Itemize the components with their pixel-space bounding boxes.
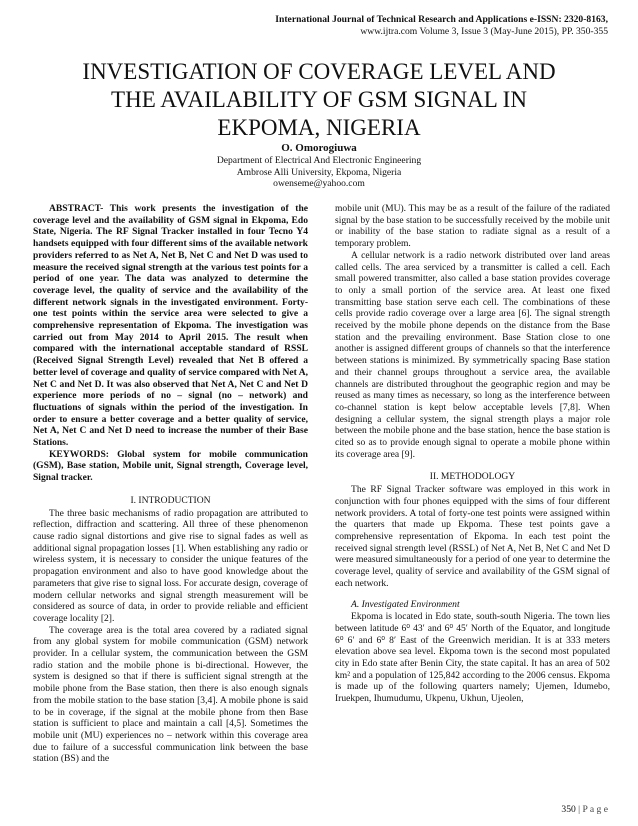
method-paragraph-1: The RF Signal Tracker software was employed in this work in conjunction with four phones equipped with the sims of four different network providers. A total of forty-one test points were assigned within the quarters that made up Ekpoma. These test points gave a comprehensive representation of Ekpoma. In each test point the received signal strength level (RSSL) of Net A, Net B, Net C and Net D were measured simultaneously for a period of one year to determine the coverage level, quality of service and availability of the GSM signal of each network. (335, 484, 610, 589)
university: Ambrose Alli University, Ekpoma, Nigeria (236, 166, 402, 178)
paper-title (20, 58, 618, 142)
intro-paragraph-2-continued: mobile unit (MU). This may be as a result of the failure of the radiated signal by the base station to be successfully received by the mobile unit or inability of the base station to radiate signal as a result of a temporary problem. (335, 203, 610, 250)
section-heading-methodology: II. METHODOLOGY (429, 471, 516, 483)
page-footer (561, 804, 608, 815)
intro-paragraph-1: The three basic mechanisms of radio propagation are attributed to reflection, diffraction and scattering. All three of these phenomenon cause radio signal distortions and give rise to signal fades as well as additional signal propagation losses [1]. When establishing any radio or wireless system, it is necessary to consider the unique features of the propagation environment and also to have good knowledge about the parameters that give rise to signal loss. For accurate design, coverage of modern cellular networks and signal strength measurement will be considered as source of data, in order to provide reliable and efficient coverage locality [2]. (33, 507, 308, 624)
intro-paragraph-2: The coverage area is the total area covered by a radiated signal from any global system for mobile communication (GSM) network provider. In a cellular system, the communication between the GSM radio station and the mobile phone is bi-directional. However, the system is designed so that if there is sufficient signal strength at the mobile phone from the Base station, then there is also enough signals from the mobile station to the base station [3,4]. A mobile phone is said to be in coverage, if the signal at the mobile phone from then Base station is sufficient to place and maintain a call [4,5]. Sometimes the mobile unit (MU) experiences no – network within this coverage area due to failure of a successful communication link between the base station (BS) and the (33, 624, 308, 765)
left-column (33, 203, 308, 765)
page-number: 350 (561, 804, 576, 815)
section-heading-introduction: I. INTRODUCTION (130, 494, 211, 506)
abstract: ABSTRACT- This work presents the investigation of the coverage level and the availability of GSM signal in Ekpoma, Edo State, Nigeria. The RF Signal Tracker installed in four Tecno Y4 handsets equipped with four different sims of the available network providers referred to as Net A, Net B, Net C and Net D was used to measure the received signal strength at the various test points for a period of one year. The data was analyzed to determine the coverage level, the quality of service and the availability of the different network signals in the investigated environment. Forty- one test points within the service area were selected to give a comprehensive representation of Ekpoma. The investigation was carried out from May 2014 to April 2015. The result when compared with the international acceptable standard of RSSL (Received Signal Strength Level) revealed that Net B offered a better level of coverage and quality of service compared with Net A, Net C and Net D. It was also observed that Net A, Net C and Net D experience more periods of no – signal (no – network) and fluctuations of signals within the period of the investigation. In order to ensure a better coverage and a better quality of service, Net A, Net C and Net D need to increase the number of their Base Stations. (33, 203, 308, 449)
author-name: O. Omorogiuwa (281, 142, 357, 154)
title-line-1: INVESTIGATION OF COVERAGE LEVEL AND (82, 59, 556, 84)
subsection-heading-environment: A. Investigated Environment (351, 598, 460, 610)
department: Department of Electrical And Electronic Engineering (216, 155, 422, 166)
title-line-3: EKPOMA, NIGERIA (217, 115, 421, 140)
author-affiliation (0, 155, 638, 190)
journal-line: International Journal of Technical Research and Applications e-ISSN: 2320-8163, (275, 14, 608, 25)
running-header (275, 14, 608, 38)
issue-line: www.ijtra.com Volume 3, Issue 3 (May-June 2015), PP. 350-355 (360, 26, 608, 37)
right-column (335, 203, 610, 705)
environment-paragraph: Ekpoma is located in Edo state, south-south Nigeria. The town lies between latitude 6⁰ 43′ and 6⁰ 45′ North of the Equator, and longitude 6⁰ 6′ and 6⁰ 8′ East of the Greenwich meridian. It is at 333 meters elevation above sea level. Ekpoma town is the second most populated city in Edo state after Benin City, the state capital. It has an area of 502 km² and a population of 125,842 according to the 2006 census. Ekpoma is made up of the following quarters namely; Ujemen, Idumebo, Iruekpen, Ihumudumu, Ukpenu, Ukhun, Ujeolen, (335, 611, 610, 705)
page-label: | P a g e (575, 804, 608, 815)
keywords: KEYWORDS: Global system for mobile communication (GSM), Base station, Mobile unit, Signal strength, Coverage level, Signal tracker. (33, 448, 308, 484)
title-line-2: THE AVAILABILITY OF GSM SIGNAL IN (111, 87, 527, 112)
intro-paragraph-3: A cellular network is a radio network distributed over land areas called cells. The area serviced by a transmitter is called a cell. Each small powered transmitter, also called a base station provides coverage to only a small portion of the service area. At least one fixed transmitting base station serve each cell. The combinations of these cells provide radio coverage over a large area [6]. The signal strength received by the mobile phone depends on the distance from the Base station and the prevailing environment. Base Station close to one another is assigned different groups of channels so that the interference between stations is minimized. By symmetrically spacing Base station and their channel groups throughout a service area, the available channels are distributed throughout the geographic region and may be reused as many times as necessary, so long as the interference between co-channel station is kept below acceptable levels [7,8]. When designing a cellular system, the signal strength plays a major role between the mobile phone and the base station, hence the base station is cited so as to provide enough signal to operate a mobile phone within its coverage area [9]. (335, 249, 610, 460)
email: owenseme@yahoo.com (273, 178, 365, 190)
